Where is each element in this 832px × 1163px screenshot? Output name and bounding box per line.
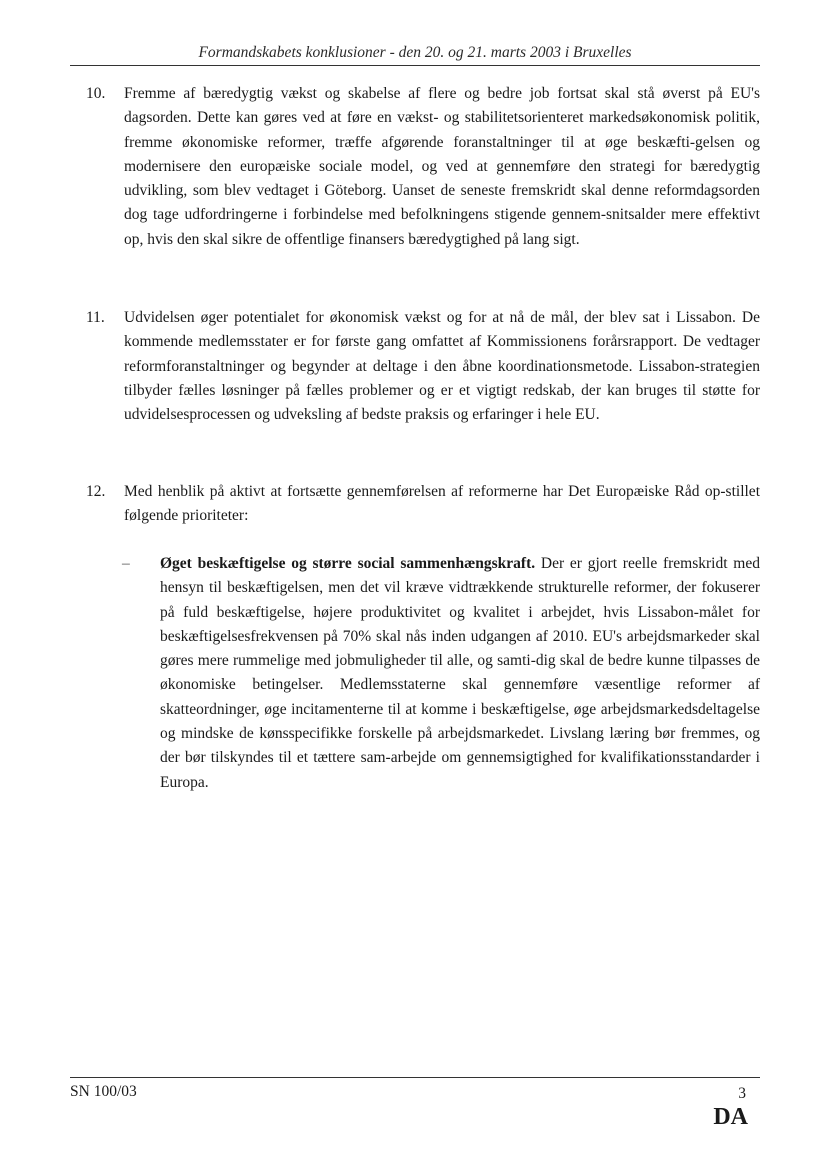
- bullet-body: Der er gjort reelle fremskridt med hensyn til beskæftigelsen, men det vil kræve vidtrækkende strukturelle reformer, der fokuserer på fuld beskæftigelse, højere produktivitet og kvalitet i arbejdet, hvis Lissabon-målet for beskæftigelsesfrekvensen på 70% skal nås inden udgangen af 2010. EU's arbejdsmarkeder skal gøres mere rummelige med jobmuligheder til alle, og samti-dig skal de bedre kunne tilpasses de økonomiske betingelser. Medlemsstaterne skal gennemføre væsentlige reformer af skatteordninger, øge incitamenterne til at komme i beskæftigelse, øge arbejdsmarkedsdeltagelse og mindske de kønsspecifikke forskelle på arbejdsmarkedet. Livslang læring bør fremmes, og der bør tilskyndes til et tættere sam-arbejde om gennemsigtighed for kvalifikationsstandarder i Europa.: [160, 555, 760, 791]
- paragraph-10: [86, 82, 760, 252]
- paragraph-number: 12.: [86, 483, 106, 500]
- paragraph-12: [86, 480, 760, 529]
- paragraph-text: Med henblik på aktivt at fortsætte gennemførelsen af reformerne har Det Europæiske Råd op-stillet følgende prioriteter:: [124, 483, 760, 525]
- paragraph-11: [86, 306, 760, 427]
- priority-bullet: [122, 552, 760, 795]
- page-header-title: Formandskabets konklusioner - den 20. og 21. marts 2003 i Bruxelles: [198, 44, 632, 61]
- document-reference: SN 100/03: [70, 1083, 137, 1100]
- footer-divider: [70, 1077, 760, 1078]
- paragraph-text: Fremme af bæredygtig vækst og skabelse af flere og bedre job fortsat skal stå øverst på EU's dagsorden. Dette kan gøres ved at føre en vækst- og stabilitetsorienteret markedsøkonomisk politik, fremme økonomiske reformer, træffe afgørende foranstaltninger til at øge beskæfti-gelsen og modernisere den europæiske sociale model, og ved at gennemføre den strategi for bæredygtig udvikling, som blev vedtaget i Göteborg. Uanset de seneste fremskridt skal denne reformdagsorden dog tage udfordringerne i forbindelse med befolkningens stigende gennem-snitsalder mere effektivt op, hvis den skal sikre de offentlige finansers bæredygtighed på lang sigt.: [124, 85, 760, 248]
- language-code: DA: [713, 1104, 748, 1130]
- paragraph-number: 10.: [86, 85, 106, 102]
- paragraph-number: 11.: [86, 309, 105, 326]
- header-divider: [70, 65, 760, 66]
- page-number: 3: [738, 1085, 746, 1102]
- bullet-dash: –: [122, 555, 130, 572]
- paragraph-text: Udvidelsen øger potentialet for økonomisk vækst og for at nå de mål, der blev sat i Lissabon. De kommende medlemsstater er for første gang omfattet af Kommissionens forårsrapport. De vedtager reformforanstaltninger og begynder at deltage i den åbne koordinationsmetode. Lissabon-strategien tilbyder fælles løsninger på fælles problemer og er et vigtigt redskab, der kan bruges til støtte for udvidelsesprocessen og udveksling af bedste praksis og erfaringer i hele EU.: [124, 309, 760, 424]
- bullet-heading: Øget beskæftigelse og større social sammenhængskraft.: [160, 555, 536, 572]
- bullet-text: [160, 552, 760, 795]
